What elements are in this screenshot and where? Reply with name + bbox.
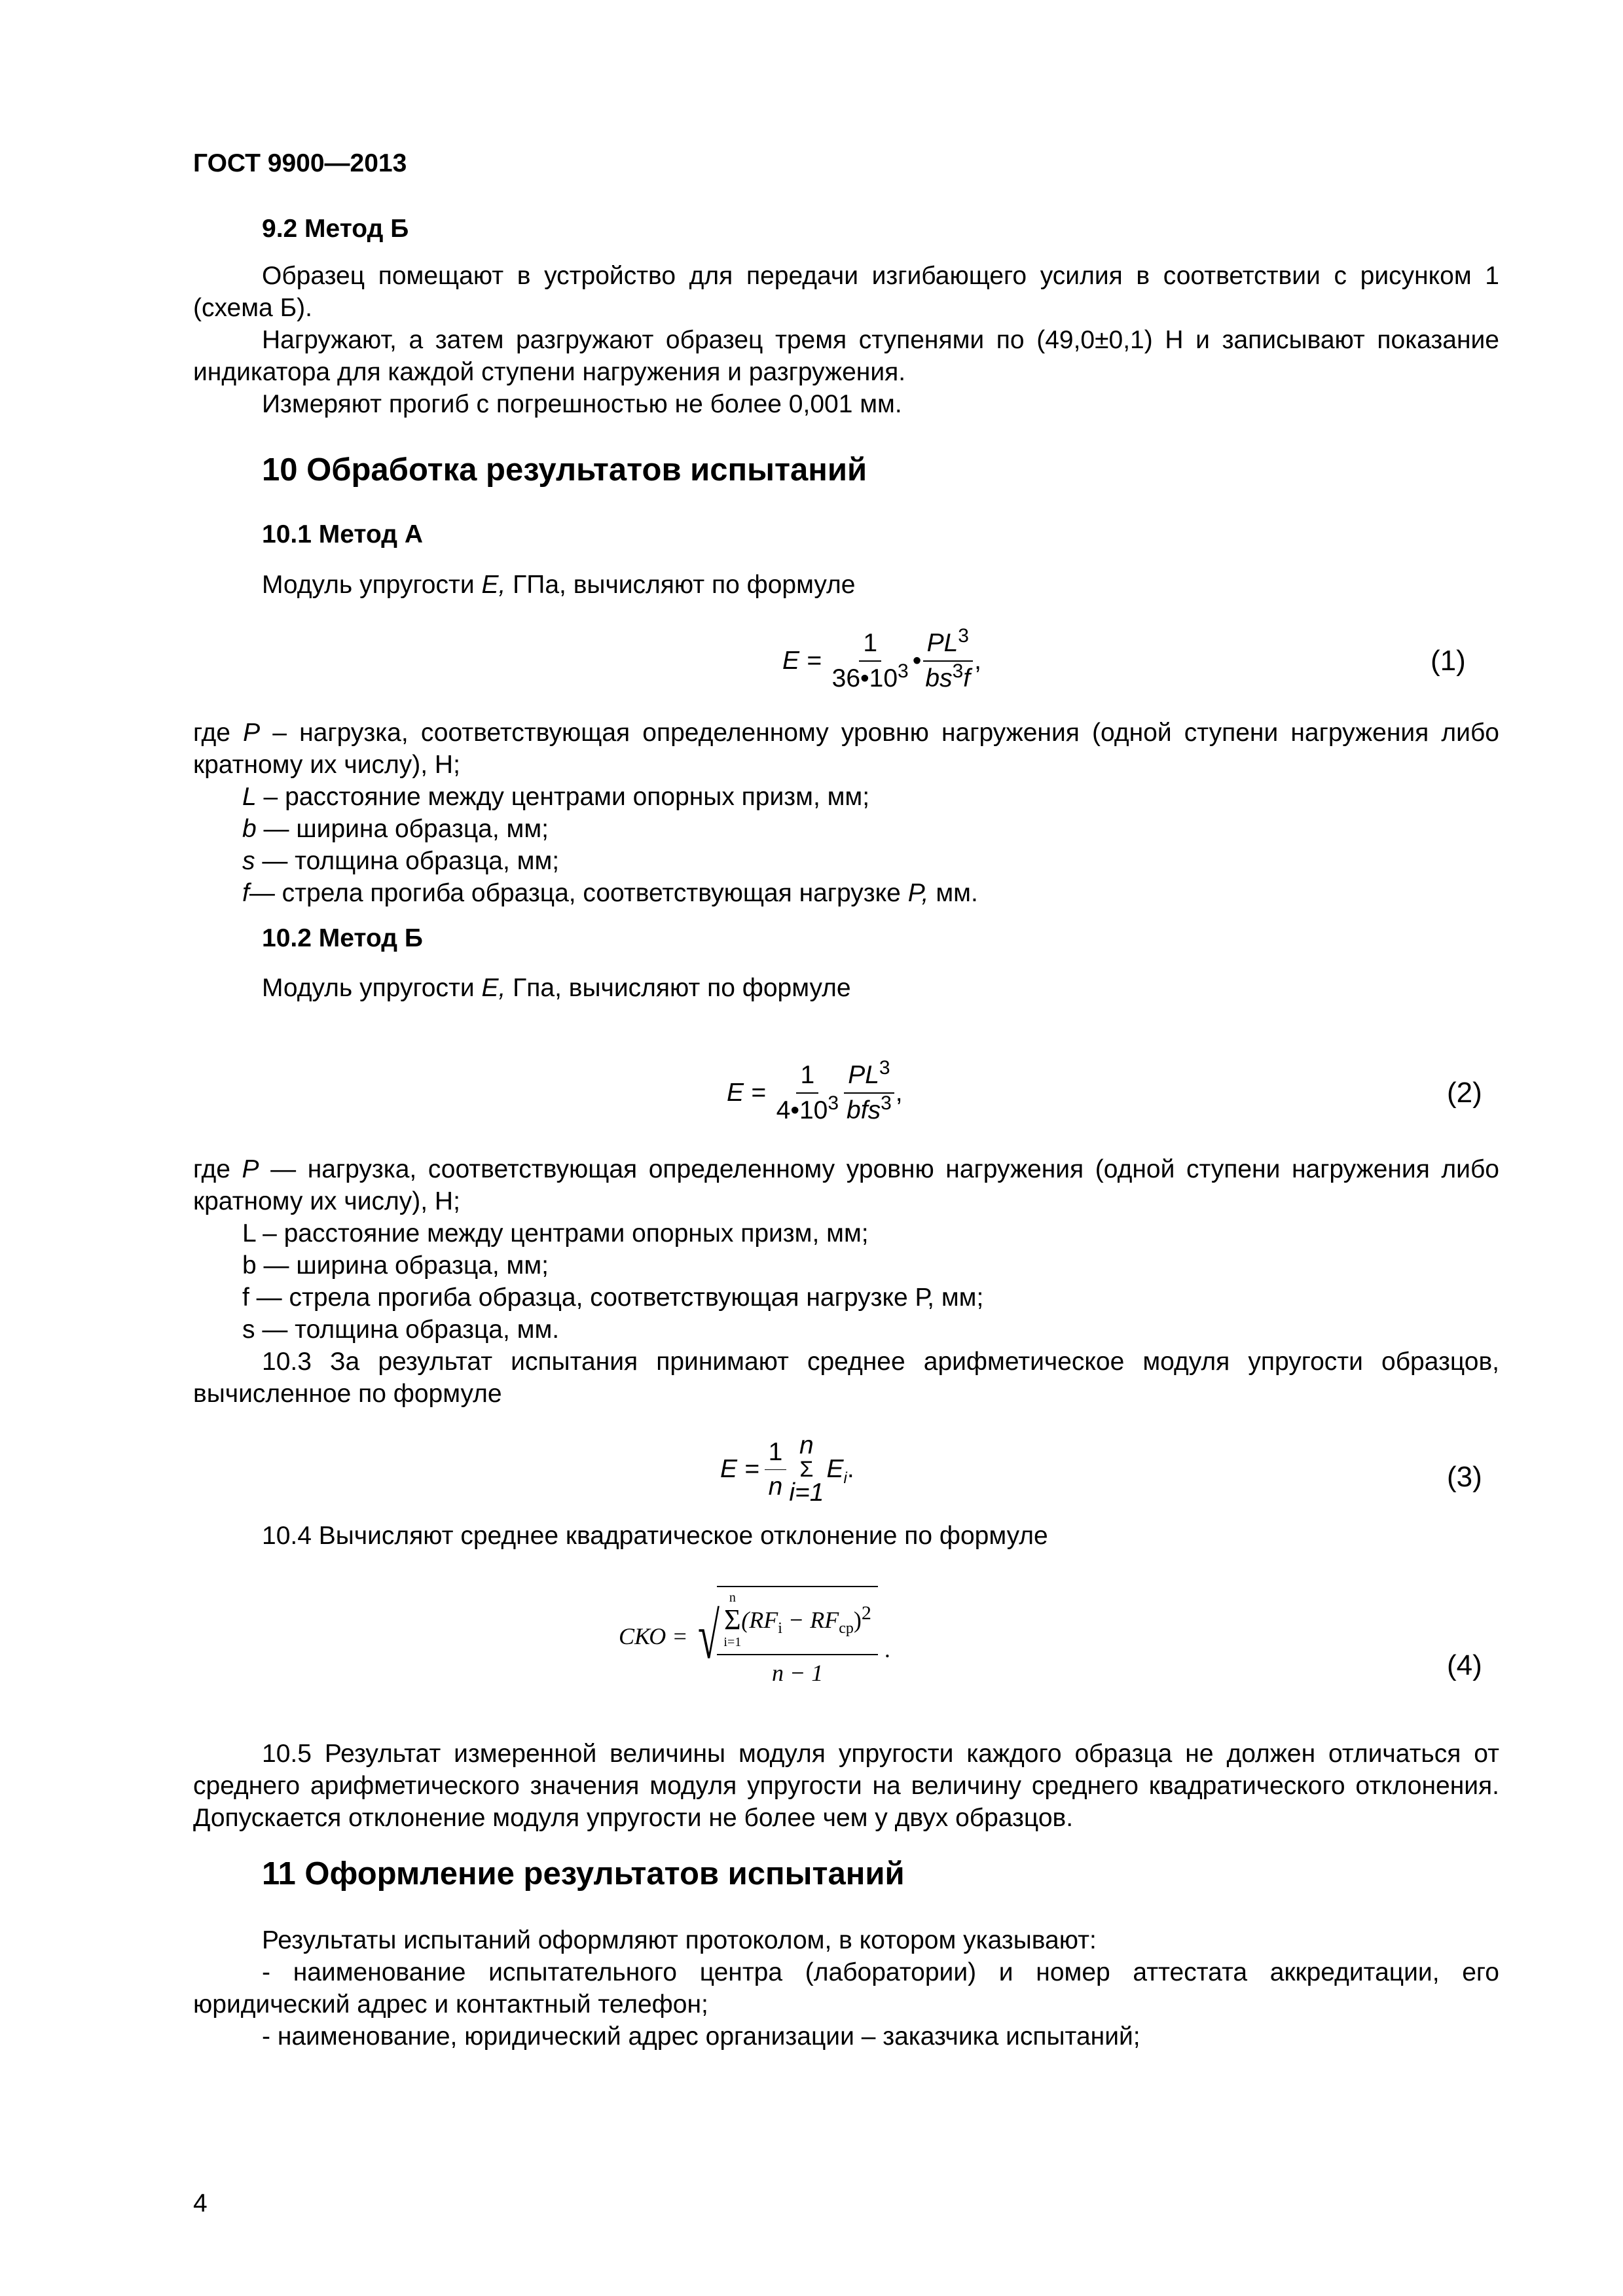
radicand: n Σ i=1 $(RF_i - RF_{ср})^2$ n − 1	[717, 1586, 877, 1687]
formula-4-number: (4)	[1447, 1649, 1482, 1681]
document-header: ГОСТ 9900—2013	[193, 149, 407, 177]
formula-3: E = $\frac{1}{n}$ n Σ i=1 E $_i$ .	[720, 1431, 854, 1507]
formula-1: E = $\frac{1}{36•10^3}$ • $\frac{PL^3}{bs^3f}$ ,	[782, 619, 981, 704]
list-item: L – расстояние между центрами опорных призм, мм;	[242, 1219, 869, 1247]
page-number: 4	[193, 2189, 208, 2217]
paragraph: Нагружают, а затем разгружают образец тремя ступенями по (49,0±0,1) Н и записывают показание индикатора для каждой ступени нагружения и разгружения.	[193, 326, 1499, 386]
fraction: $\frac{1}{36•10^3}$	[828, 626, 913, 696]
section-11-title: 11 Оформление результатов испытаний	[262, 1856, 905, 1892]
list-item: L – расстояние между центрами опорных призм, мм;	[242, 783, 870, 811]
fraction: $\frac{PL^3}{bs^3f}$	[921, 626, 974, 696]
fraction: $\frac{PL^3}{bfs^3}$	[843, 1058, 896, 1128]
section-10-title: 10 Обработка результатов испытаний	[262, 452, 867, 488]
paragraph: 10.5 Результат измеренной величины модуля упругости каждого образца не должен отличаться от среднего арифметического значения модуля упругости на величину среднего квадратического отклонения. Допускается отклонение модуля упругости не более чем у двух образцов.	[193, 1740, 1499, 1832]
sum-operator: n Σ i=1	[723, 1590, 742, 1649]
list-item: f— стрела прогиба образца, соответствующая нагрузке P, мм.	[242, 879, 978, 907]
paragraph: - наименование испытательного центра (лаборатории) и номер аттестата аккредитации, его юридический адрес и контактный телефон;	[193, 1958, 1499, 2018]
section-10-1-where: где P – нагрузка, соответствующая определенному уровню нагружения (одной ступени нагружения либо кратному их числу), Н; L – расстояние между центрами опорных призм, мм; b — ширина образца, мм; s — толщина образца, мм; f— стрела прогиба образца, соответствующая нагрузке P, мм.	[193, 717, 1499, 909]
list-item: s — толщина образца, мм;	[242, 847, 560, 875]
formula-3-number: (3)	[1447, 1461, 1482, 1493]
section-10-4-text: 10.4 Вычисляют среднее квадратическое отклонение по формуле	[262, 1522, 1048, 1550]
paragraph: Образец помещают в устройство для передачи изгибающего усилия в соответствии с рисунком 1 (схема Б).	[193, 262, 1499, 322]
section-10-2-intro: Модуль упругости E, Гпа, вычисляют по формуле	[262, 974, 851, 1002]
paragraph: - наименование, юридический адрес организации – заказчика испытаний;	[262, 2022, 1140, 2051]
formula-4: СКО = √ n Σ i=1 $(RF_i - RF_{ср})^2$ n − 1 .	[619, 1584, 890, 1689]
list-item: b — ширина образца, мм;	[242, 1251, 549, 1280]
paragraph: 10.3 За результат испытания принимают среднее арифметическое модуля упругости образцов, вычисленное по формуле	[193, 1348, 1499, 1408]
section-10-1-intro: Модуль упругости E, ГПа, вычисляют по формуле	[262, 571, 856, 599]
section-9-2-body	[193, 260, 1499, 420]
fraction: $\frac{1}{n}$	[765, 1435, 787, 1504]
fraction: $\frac{1}{4•10^3}$	[773, 1058, 843, 1128]
list-item: f — стрела прогиба образца, соответствующая нагрузке Р, мм;	[242, 1283, 984, 1312]
section-11-body	[193, 1924, 1499, 2053]
formula-2: E = $\frac{1}{4•10^3}$ $\frac{PL^3}{bfs^3}$ ,	[727, 1050, 903, 1136]
section-10-5-body	[193, 1738, 1499, 1834]
paragraph: Измеряют прогиб с погрешностью не более 0,001 мм.	[262, 390, 902, 418]
formula-2-number: (2)	[1447, 1077, 1482, 1109]
sum-operator: n Σ i=1	[789, 1431, 824, 1507]
radical-sign: √	[697, 1600, 720, 1672]
section-9-2-title: 9.2 Метод Б	[262, 215, 409, 243]
list-item: s — толщина образца, мм.	[242, 1316, 560, 1344]
section-10-1-title: 10.1 Метод А	[262, 520, 424, 548]
section-10-2-where: где P — нагрузка, соответствующая определенному уровню нагружения (одной ступени нагружения либо кратному их числу), Н; L – расстояние между центрами опорных призм, мм; b — ширина образца, мм; f — стрела прогиба образца, соответствующая нагрузке Р, мм; s — толщина образца, мм. 10.3 За результат испытания принимают среднее арифметическое модуля упругости образцов, вычисленное по формуле	[193, 1153, 1499, 1410]
list-item: b — ширина образца, мм;	[242, 815, 549, 843]
paragraph: Результаты испытаний оформляют протоколом, в котором указывают:	[262, 1926, 1097, 1954]
section-10-2-title: 10.2 Метод Б	[262, 924, 423, 952]
formula-1-number: (1)	[1431, 645, 1466, 677]
